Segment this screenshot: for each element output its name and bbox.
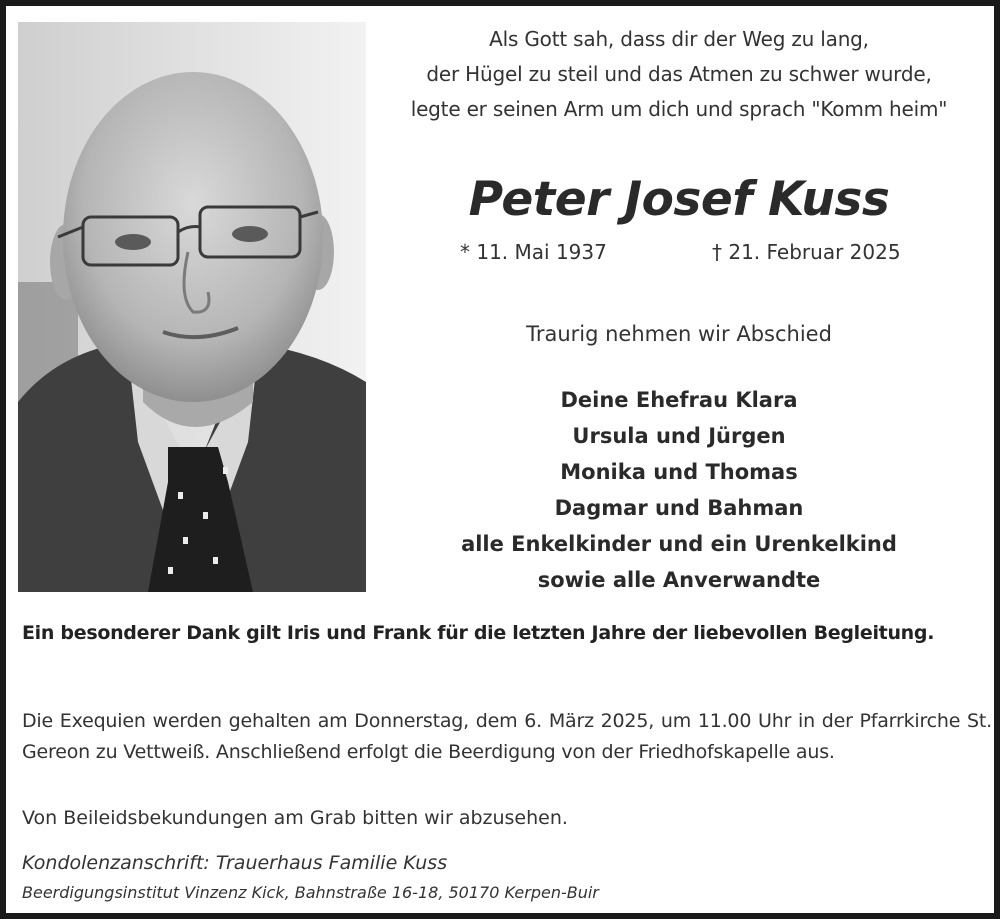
death-date: † 21. Februar 2025 — [712, 240, 901, 264]
thanks-text: Ein besonderer Dank gilt Iris und Frank für die letzten Jahre der liebevollen Begleitung. — [22, 622, 935, 644]
portrait-illustration — [18, 22, 366, 592]
funeral-service-text: Die Exequien werden gehalten am Donnerstag, dem 6. März 2025, um 11.00 Uhr in der Pfarrkirche St. Gereon zu Vettweiß. Anschließend erfolgt die Beerdigung von der Friedhofskapelle aus. — [22, 710, 992, 763]
poem — [378, 22, 980, 127]
birth-date: * 11. Mai 1937 — [460, 240, 607, 264]
family-member: Monika und Thomas — [560, 460, 798, 484]
deceased-name: Peter Josef Kuss — [468, 172, 890, 227]
right-column — [378, 22, 980, 592]
poem-line: der Hügel zu steil und das Atmen zu schwer wurde, — [426, 62, 932, 86]
family-member: sowie alle Anverwandte — [537, 568, 821, 592]
family-member: alle Enkelkinder und ein Urenkelkind — [461, 532, 897, 556]
family-member: Deine Ehefrau Klara — [560, 388, 798, 412]
poem-line: Als Gott sah, dass dir der Weg zu lang, — [489, 27, 869, 51]
family-member: Dagmar und Bahman — [554, 496, 804, 520]
condolence-note: Von Beileidsbekundungen am Grab bitten wir abzusehen. — [22, 807, 568, 829]
funeral-home-address: Beerdigungsinstitut Vinzenz Kick, Bahnstraße 16-18, 50170 Kerpen-Buir — [22, 883, 599, 902]
portrait-photo — [18, 22, 366, 592]
family-member: Ursula und Jürgen — [572, 424, 786, 448]
farewell-text: Traurig nehmen wir Abschied — [526, 322, 832, 346]
condolence-address-title: Kondolenzanschrift: Trauerhaus Familie Kuss — [22, 852, 448, 874]
family-list — [378, 382, 980, 598]
poem-line: legte er seinen Arm um dich und sprach "Komm heim" — [410, 97, 948, 121]
